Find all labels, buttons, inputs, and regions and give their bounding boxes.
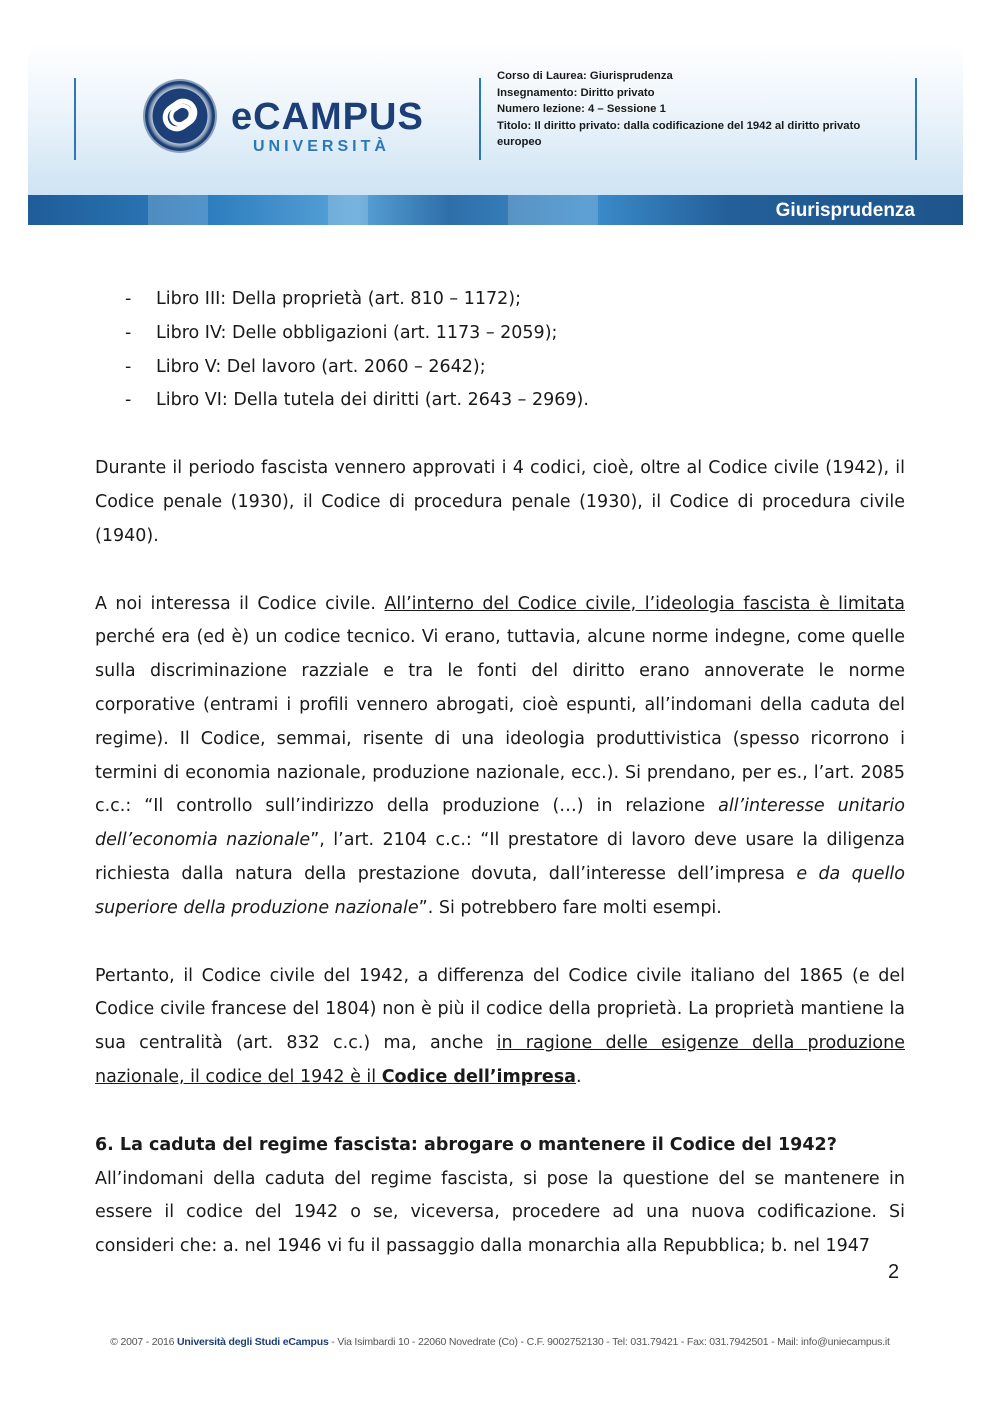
section-title: 6. La caduta del regime fascista: abrogare o mantenere il Codice del 1942? (95, 1134, 837, 1155)
list-item: - Libro VI: Della tutela dei diritti (art. 2643 – 2969). (125, 390, 589, 411)
header-divider-left (74, 78, 76, 160)
header-strip (28, 195, 963, 225)
section-label: Giurisprudenza (775, 200, 915, 221)
page-number: 2 (888, 1261, 900, 1283)
page-content (95, 283, 905, 1264)
lesson-title: Titolo: Il diritto privato: dalla codificazione del 1942 al diritto privato europeo (497, 119, 861, 148)
ecampus-seal-icon (145, 81, 215, 151)
course-info (497, 68, 907, 151)
paragraph-civil-code-ideology: A noi interessa il Codice civile. All’interno del Codice civile, l’ideologia fascista è limitata perché era (ed è) un codice tecnico. Vi erano, tuttavia, alcune norme indegne, come quelle sulla discriminazione razziale e tra le fonti del diritto erano annoverate le norme corporative (entrami i profili vennero abrogati, cioè espunti, all’indomani della caduta del regime). Il Codice, semmai, risente di una ideologia produttivistica (spesso ricorrono i termini di economia nazionale, produzione nazionale, ecc.). Si prendano, per es., l’art. 2085 c.c.: “Il controllo sull’indirizzo della produzione (…) in relazione all’interesse unitario dell’economia nazionale”, l’art. 2104 c.c.: “Il prestatore di lavoro deve usare la diligenza richiesta dalla natura della prestazione dovuta, dall’interesse dell’impresa e da quello superiore della produzione nazionale”. Si potrebbero fare molti esempi. (95, 593, 906, 918)
list-item: - Libro III: Della proprietà (art. 810 – 1172); (125, 289, 521, 309)
course-name: Corso di Laurea: Giurisprudenza (497, 70, 673, 82)
list-item: - Libro V: Del lavoro (art. 2060 – 2642); (125, 356, 486, 377)
paragraph-code-of-enterprise: Pertanto, il Codice civile del 1942, a differenza del Codice civile italiano del 1865 (e del Codice civile francese del 1804) non è più il codice della proprietà. La proprietà mantiene la sua centralità (art. 832 c.c.) ma, anche in ragione delle esigenze della produzione nazionale, il codice del 1942 è il Codice dell’impresa. (95, 965, 905, 1087)
document-header (28, 42, 963, 225)
header-divider-middle (479, 78, 481, 160)
logo-subtitle: UNIVERSITÀ (253, 138, 390, 155)
paragraph-codes: Durante il periodo fascista vennero approvati i 4 codici, cioè, oltre al Codice civile (1942), il Codice penale (1930), il Codice di procedura penale (1930), il Codice di procedura civile (1940). (95, 458, 905, 546)
books-list (95, 283, 905, 418)
header-divider-right (915, 78, 917, 160)
logo-name: eCAMPUS (231, 96, 424, 138)
course-subject: Insegnamento: Diritto privato (497, 86, 655, 99)
paragraph-fall-of-regime: All’indomani della caduta del regime fascista, si pose la questione del se mantenere in essere il codice del 1942 o se, viceversa, procedere ad una nuova codificazione. Si consideri che: a. nel 1946 vi fu il passaggio dalla monarchia alla Repubblica; b. nel 1947 (95, 1168, 905, 1257)
list-item: - Libro IV: Delle obbligazioni (art. 1173 – 2059); (125, 322, 558, 343)
lesson-number: Numero lezione: 4 – Sessione 1 (497, 103, 666, 115)
document-footer: © 2007 - 2016 Università degli Studi eCampus - Via Isimbardi 10 - 22060 Novedrate (Co) - C.F. 9002752130 - Tel: 031.79421 - Fax: 031.7942501 - Mail: info@uniecampus.it (110, 1336, 890, 1348)
